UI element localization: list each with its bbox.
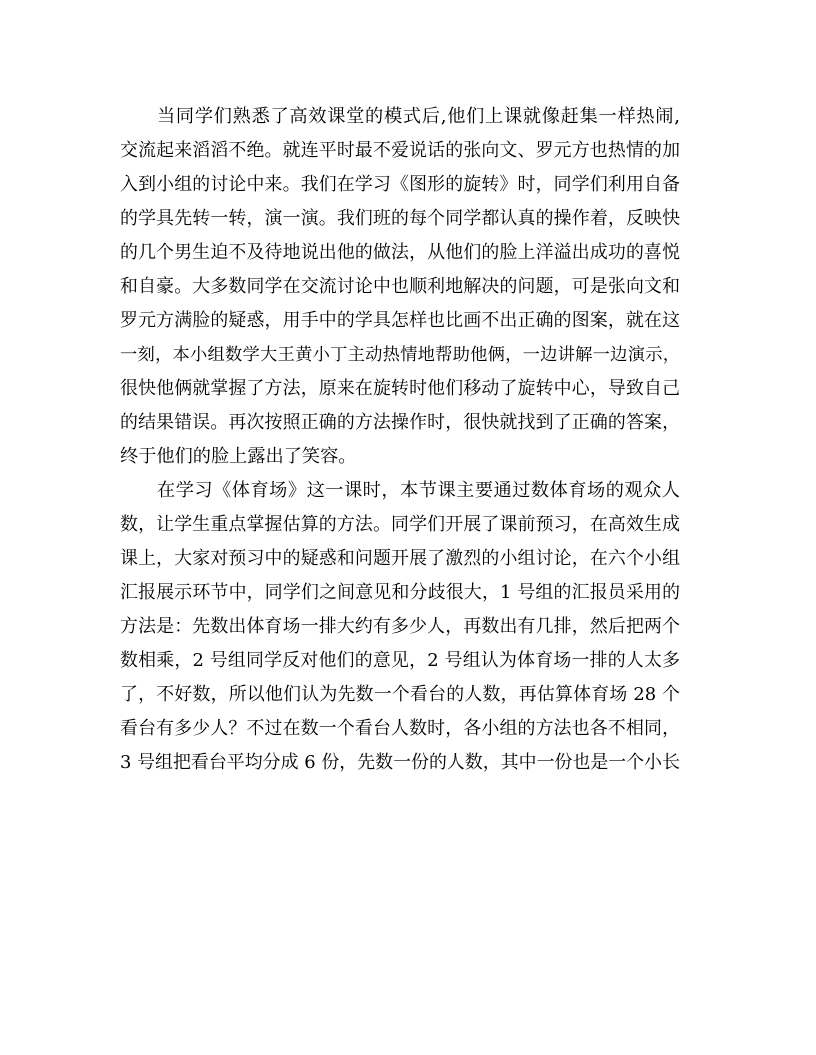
paragraph-1-line-8: 一刻，本小组数学大王黄小丁主动热情地帮助他俩，一边讲解一边演示， <box>120 345 680 365</box>
paragraph-2-line-3: 课上，大家对预习中的疑惑和问题开展了激烈的小组讨论，在六个小组 <box>120 548 680 569</box>
paragraph-2-line-9: 3 号组把看台平均分成 6 份，先数一份的人数，其中一份也是一个小长 <box>120 752 680 773</box>
paragraph-1-line-10: 的结果错误。再次按照正确的方法操作时，很快就找到了正确的答案， <box>120 412 680 433</box>
paragraph-1-line-7: 罗元方满脸的疑惑，用手中的学具怎样也比画不出正确的图案，就在这 <box>120 310 680 331</box>
paragraph-2-line-6: 数相乘，2 号组同学反对他们的意见，2 号组认为体育场一排的人太多 <box>120 650 680 671</box>
paragraph-1-line-6: 和自豪。大多数同学在交流讨论中也顺利地解决的问题，可是张向文和 <box>120 276 680 297</box>
paragraph-1-line-5: 的几个男生迫不及待地说出他的做法，从他们的脸上洋溢出成功的喜悦 <box>120 242 680 263</box>
paragraph-1-line-2: 交流起来滔滔不绝。就连平时最不爱说话的张向文、罗元方也热情的加 <box>120 140 680 161</box>
paragraph-2-line-8: 看台有多少人？不过在数一个看台人数时，各小组的方法也各不相同， <box>120 718 680 739</box>
paragraph-1-line-3: 入到小组的讨论中来。我们在学习《图形的旋转》时，同学们利用自备 <box>120 174 680 195</box>
paragraph-1-line-11: 终于他们的脸上露出了笑容。 <box>120 446 357 467</box>
paragraph-1-line-1: 当同学们熟悉了高效课堂的模式后,他们上课就像赶集一样热闹, <box>157 106 680 127</box>
paragraph-2-line-2: 数，让学生重点掌握估算的方法。同学们开展了课前预习，在高效生成 <box>120 514 680 535</box>
paragraph-2-line-7: 了，不好数，所以他们认为先数一个看台的人数，再估算体育场 28 个 <box>120 684 680 705</box>
paragraph-2-line-4: 汇报展示环节中，同学们之间意见和分歧很大，1 号组的汇报员采用的 <box>120 582 680 603</box>
paragraph-2-line-5: 方法是：先数出体育场一排大约有多少人，再数出有几排，然后把两个 <box>120 616 680 637</box>
paragraph-2-line-1: 在学习《体育场》这一课时，本节课主要通过数体育场的观众人 <box>157 480 680 501</box>
paragraph-1-line-9: 很快他俩就掌握了方法，原来在旋转时他们移动了旋转中心，导致自己 <box>120 378 680 399</box>
paragraph-1-line-4: 的学具先转一转，演一演。我们班的每个同学都认真的操作着，反映快 <box>120 208 680 229</box>
